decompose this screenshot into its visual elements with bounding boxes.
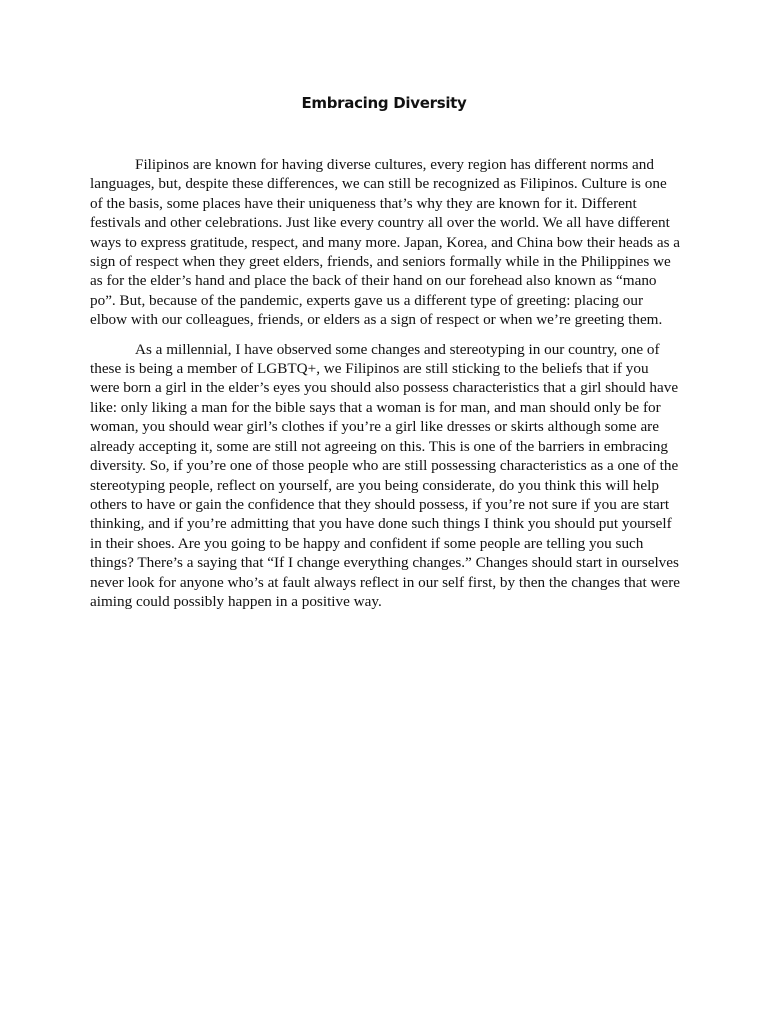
document-title: Embracing Diversity bbox=[301, 94, 467, 112]
document-body bbox=[90, 155, 680, 621]
paragraph-2: As a millennial, I have observed some changes and stereotyping in our country, one of these is being a member of LGBTQ+, we Filipinos are still sticking to the beliefs that if you were born a girl in the elder’s eyes you should also possess characteristics that a girl should have like: only liking a man for the bible says that a woman is for man, and man should only be for woman, you should wear girl’s clothes if you’re a girl like dresses or skirts although some are already accepting it, some are still not agreeing on this. This is one of the barriers in embracing diversity. So, if you’re one of those people who are still possessing characteristics as a one of the stereotyping people, reflect on yourself, are you being considerate, do you think this will help others to have or gain the confidence that they should possess, if you’re not sure if you are start thinking, and if you’re admitting that you have done such things I think you should put yourself in their shoes. Are you going to be happy and confident if some people are telling you such things? There’s a saying that “If I change everything changes.” Changes should start in ourselves never look for anyone who’s at fault always reflect in our self first, by then the changes that were aiming could possibly happen in a positive way. bbox=[90, 340, 680, 610]
paragraph-1: Filipinos are known for having diverse cultures, every region has different norms and languages, but, despite these differences, we can still be recognized as Filipinos. Culture is one of the basis, some places have their uniqueness that’s why they are known for it. Different festivals and other celebrations. Just like every country all over the world. We all have different ways to express gratitude, respect, and many more. Japan, Korea, and China bow their heads as a sign of respect when they greet elders, friends, and seniors formally while in the Philippines we as for the elder’s hand and place the back of their hand on our forehead also known as “mano po”. But, because of the pandemic, experts gave us a different type of greeting: placing our elbow with our colleagues, friends, or elders as a sign of respect or when we’re greeting them. bbox=[90, 156, 681, 329]
